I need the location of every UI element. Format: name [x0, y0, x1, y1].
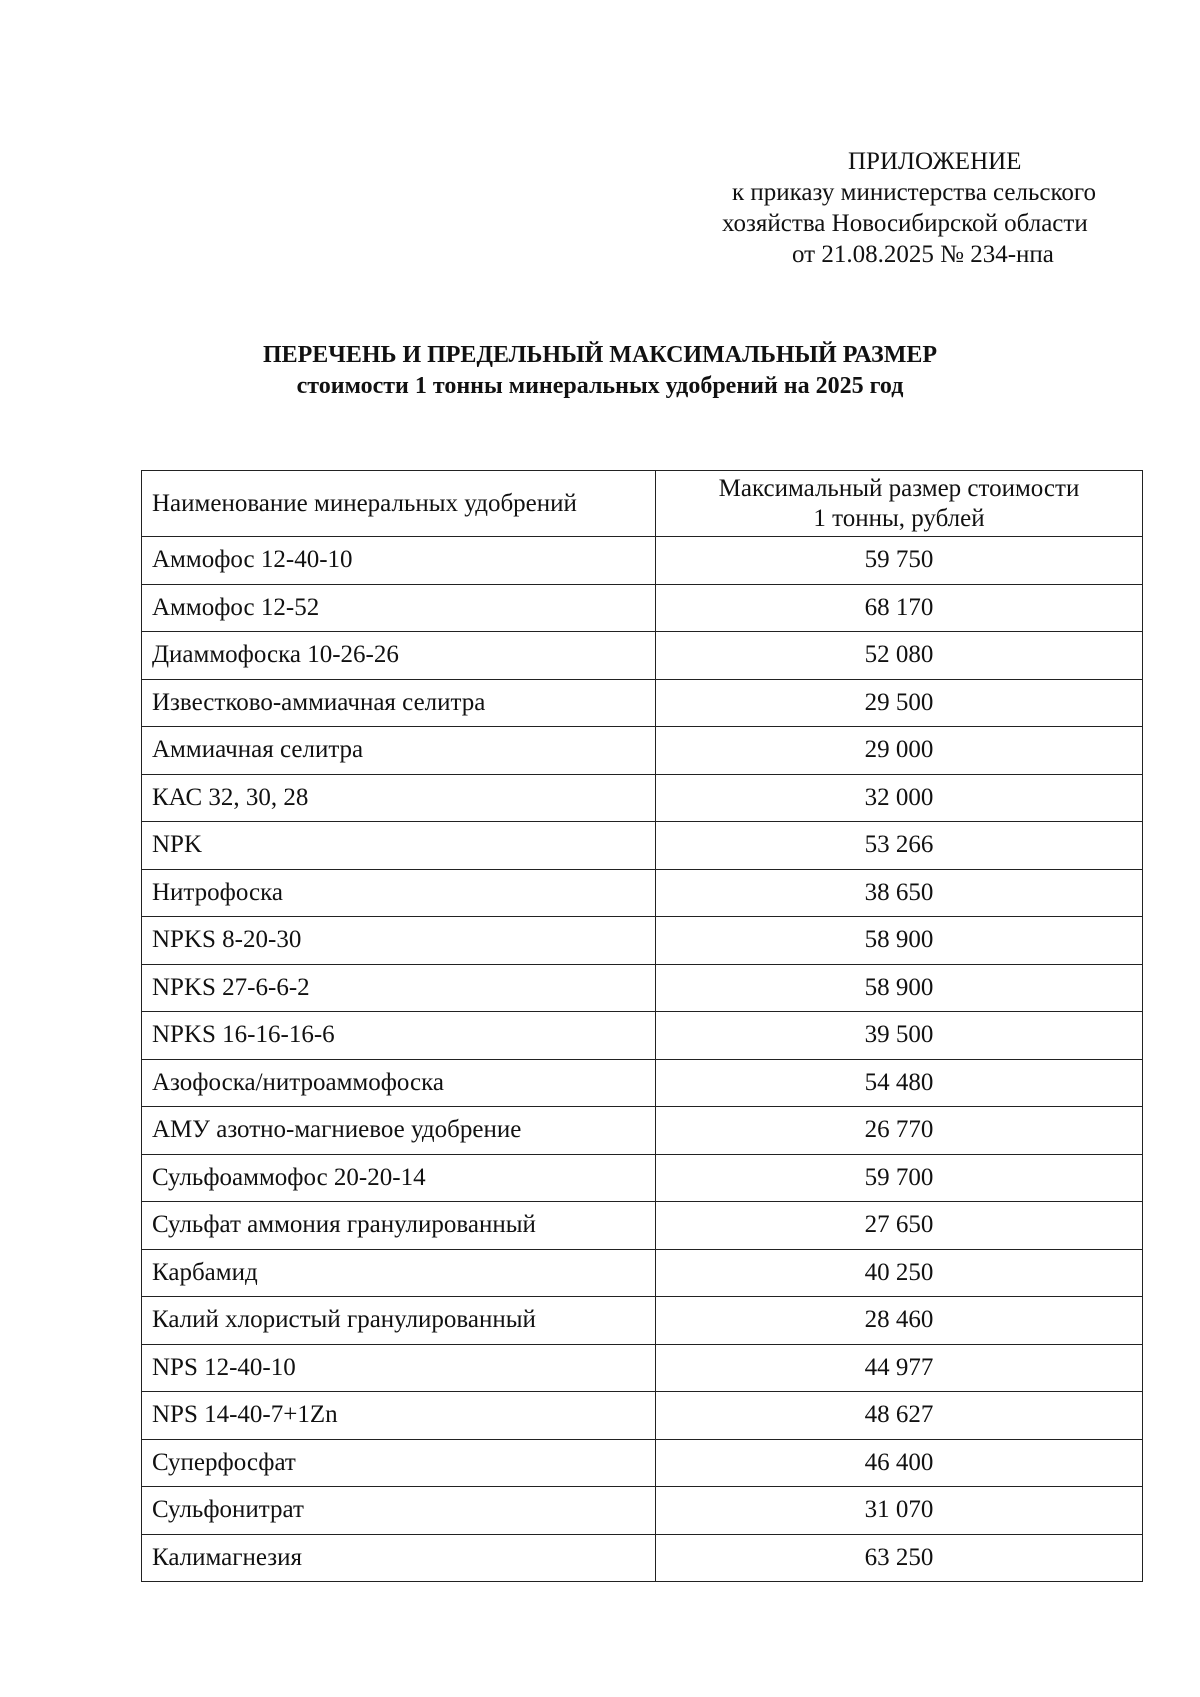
max-price-cell: 59 750 — [656, 537, 1143, 585]
fertilizer-name-cell: Аммиачная селитра — [142, 727, 656, 775]
table-header-row — [142, 471, 1143, 537]
appendix-header — [720, 146, 1160, 270]
max-price-cell: 32 000 — [656, 774, 1143, 822]
document-title — [0, 340, 1200, 402]
appendix-label: ПРИЛОЖЕНИЕ — [848, 148, 1022, 175]
max-price-cell: 58 900 — [656, 917, 1143, 965]
table-row — [142, 917, 1143, 965]
table-row — [142, 1202, 1143, 1250]
header-max-price — [656, 471, 1143, 537]
max-price-cell: 68 170 — [656, 584, 1143, 632]
table-row — [142, 632, 1143, 680]
fertilizer-price-table — [141, 470, 1143, 1582]
table-body — [142, 537, 1143, 1582]
document-title-line-1: ПЕРЕЧЕНЬ И ПРЕДЕЛЬНЫЙ МАКСИМАЛЬНЫЙ РАЗМЕР — [262, 342, 938, 368]
fertilizer-name-cell: Аммофос 12-52 — [142, 584, 656, 632]
max-price-cell: 63 250 — [656, 1534, 1143, 1582]
table-row — [142, 584, 1143, 632]
fertilizer-name-cell: Калимагнезия — [142, 1534, 656, 1582]
price-table-container — [141, 470, 1142, 1582]
fertilizer-name-cell: Диаммофоска 10-26-26 — [142, 632, 656, 680]
table-row — [142, 1344, 1143, 1392]
appendix-date-line: от 21.08.2025 № 234-нпа — [792, 241, 1054, 268]
fertilizer-name-cell: Аммофос 12-40-10 — [142, 537, 656, 585]
fertilizer-name-cell: КАС 32, 30, 28 — [142, 774, 656, 822]
max-price-cell: 59 700 — [656, 1154, 1143, 1202]
appendix-order-line: к приказу министерства сельского — [732, 179, 1097, 206]
table-row — [142, 537, 1143, 585]
table-row — [142, 1297, 1143, 1345]
max-price-cell: 31 070 — [656, 1487, 1143, 1535]
table-row — [142, 1392, 1143, 1440]
table-row — [142, 1059, 1143, 1107]
fertilizer-name-cell: NPKS 8-20-30 — [142, 917, 656, 965]
max-price-cell: 29 500 — [656, 679, 1143, 727]
fertilizer-name-cell: Калий хлористый гранулированный — [142, 1297, 656, 1345]
max-price-cell: 53 266 — [656, 822, 1143, 870]
table-row — [142, 1487, 1143, 1535]
max-price-cell: 52 080 — [656, 632, 1143, 680]
fertilizer-name-cell: Известково-аммиачная селитра — [142, 679, 656, 727]
fertilizer-name-cell: NPKS 27-6-6-2 — [142, 964, 656, 1012]
fertilizer-name-cell: Сульфонитрат — [142, 1487, 656, 1535]
fertilizer-name-cell: NPS 12-40-10 — [142, 1344, 656, 1392]
table-row — [142, 1534, 1143, 1582]
appendix-ministry-line: хозяйства Новосибирской области — [722, 210, 1088, 237]
fertilizer-name-cell: Карбамид — [142, 1249, 656, 1297]
table-row — [142, 1107, 1143, 1155]
table-row — [142, 1439, 1143, 1487]
max-price-cell: 40 250 — [656, 1249, 1143, 1297]
table-row — [142, 822, 1143, 870]
document-title-line-2: стоимости 1 тонны минеральных удобрений на 2025 год — [296, 373, 904, 399]
max-price-cell: 26 770 — [656, 1107, 1143, 1155]
table-row — [142, 869, 1143, 917]
max-price-cell: 46 400 — [656, 1439, 1143, 1487]
max-price-cell: 48 627 — [656, 1392, 1143, 1440]
max-price-cell: 39 500 — [656, 1012, 1143, 1060]
max-price-cell: 28 460 — [656, 1297, 1143, 1345]
fertilizer-name-cell: Нитрофоска — [142, 869, 656, 917]
fertilizer-name-cell: NPS 14-40-7+1Zn — [142, 1392, 656, 1440]
table-row — [142, 774, 1143, 822]
fertilizer-name-cell: Суперфосфат — [142, 1439, 656, 1487]
fertilizer-name-cell: NPK — [142, 822, 656, 870]
fertilizer-name-cell: Азофоска/нитроаммофоска — [142, 1059, 656, 1107]
table-row — [142, 1012, 1143, 1060]
max-price-cell: 44 977 — [656, 1344, 1143, 1392]
fertilizer-name-cell: Сульфат аммония гранулированный — [142, 1202, 656, 1250]
fertilizer-name-cell: Сульфоаммофос 20-20-14 — [142, 1154, 656, 1202]
table-row — [142, 727, 1143, 775]
fertilizer-name-cell: АМУ азотно-магниевое удобрение — [142, 1107, 656, 1155]
table-row — [142, 1154, 1143, 1202]
max-price-cell: 54 480 — [656, 1059, 1143, 1107]
max-price-cell: 29 000 — [656, 727, 1143, 775]
max-price-cell: 27 650 — [656, 1202, 1143, 1250]
fertilizer-name-cell: NPKS 16-16-16-6 — [142, 1012, 656, 1060]
table-row — [142, 1249, 1143, 1297]
max-price-cell: 38 650 — [656, 869, 1143, 917]
max-price-cell: 58 900 — [656, 964, 1143, 1012]
header-max-price-line-1: Максимальный размер стоимости — [718, 474, 1080, 502]
header-max-price-line-2: 1 тонны, рублей — [813, 504, 985, 532]
table-row — [142, 679, 1143, 727]
header-fertilizer-name: Наименование минеральных удобрений — [142, 471, 656, 537]
table-row — [142, 964, 1143, 1012]
